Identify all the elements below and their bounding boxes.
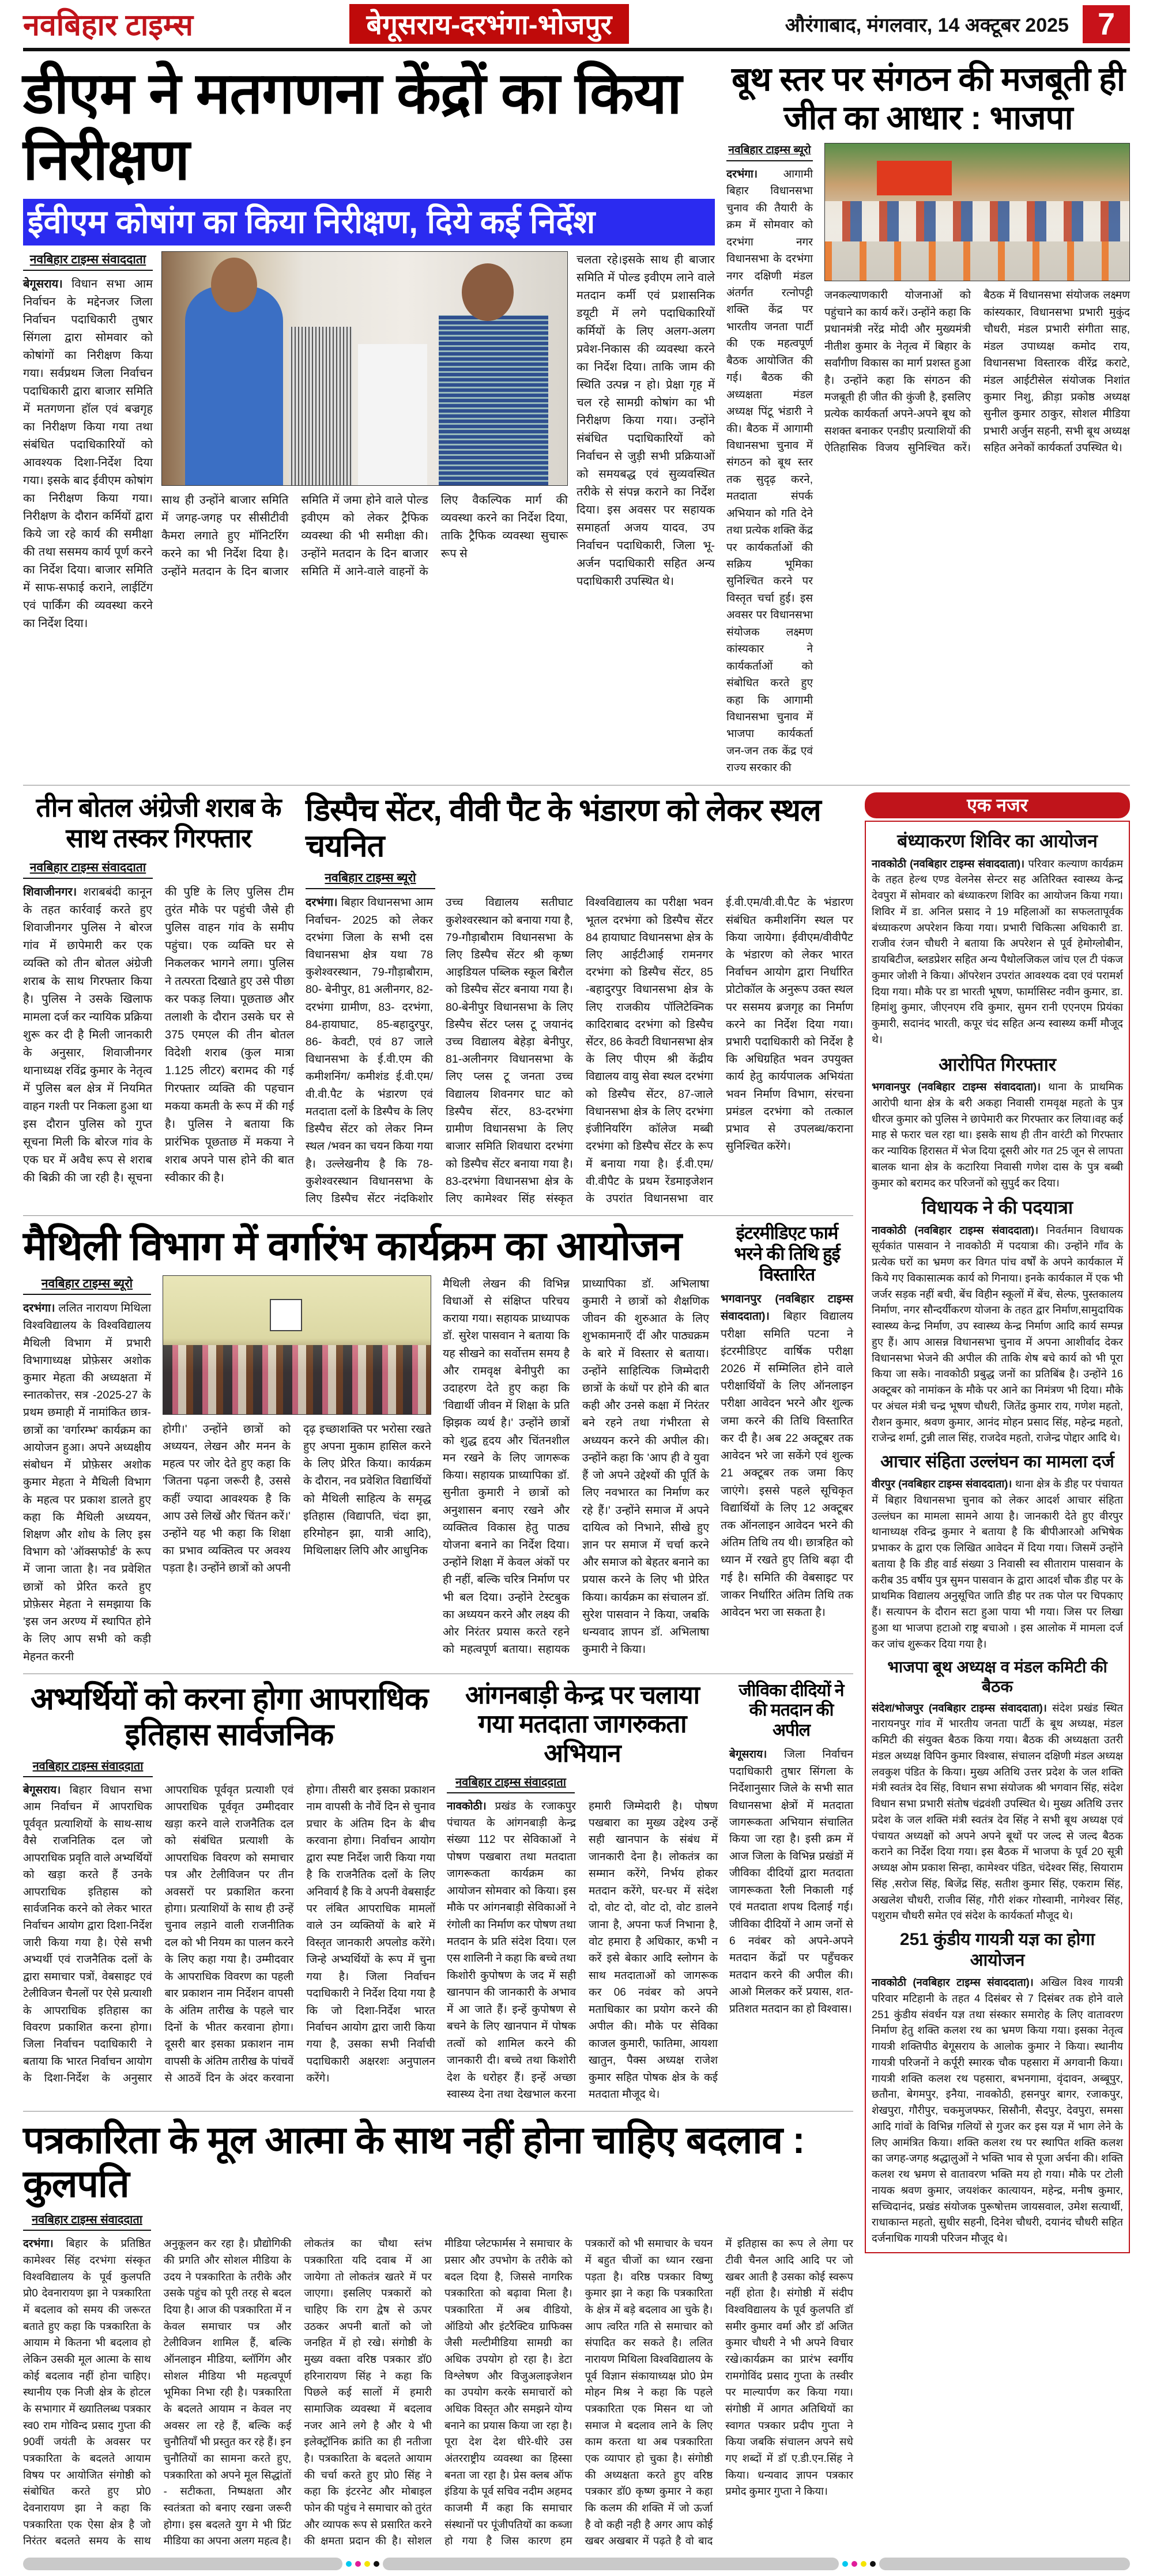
inter-dateline: भगवानपुर (नवबिहार टाइम्स संवाददाता)।: [721, 1293, 853, 1323]
bjp-body-1: [726, 166, 813, 777]
jeevika-body: [729, 1746, 853, 2018]
maithili-body-2: होगी।' उन्होंने छात्रों को अध्ययन, लेखन और मनन के महत्व पर जोर देते हुए कहा कि 'जितना पढ़ना जरूरी है, उससे कहीं ज्यादा आवश्यक है कि आप उसे लिखें और चिंतन करें।' उन्होंने यह भी कहा कि शिक्षा का प्रभाव व्यक्तित्व पर अवश्य पड़ता है। उन्होंने छात्रों को अपनी दृढ़ इच्छाशक्ति पर भरोसा रखते हुए अपना मुकाम हासिल करने के लिए प्रेरित किया। कार्यक्रम के दौरान, नव प्रवेशित विद्यार्थियों को मैथिली साहित्य के समृद्ध इतिहास (विद्यापति, चंदा झा, हरिमोहन झा, यात्री आदि), मिथिलाक्षर लिपि और आधुनिक: [163, 1422, 431, 1575]
criminal-byline: नवबिहार टाइम्स संवाददाता: [23, 1758, 153, 1777]
bjp-column-2: [824, 143, 1130, 456]
brief-headline: विधायक ने की पदयात्रा: [921, 1197, 1073, 1218]
bjp-column-1: [726, 143, 813, 776]
brief-dateline: भगवानपुर (नवबिहार टाइम्स संवाददाता)।: [872, 1081, 1041, 1093]
brief-body: [872, 1974, 1123, 2246]
lead-body-1-text: विधान सभा आम निर्वाचन के मद्देनजर जिला निर्वाचन पदाधिकारी तुषार सिंगला द्वारा सोमवार को कोषांगों का निरीक्षण किया गया। सर्वप्रथम जिला निर्वाचन पदाधिकारी द्वारा बाजार समिति में मतगणना हॉल एवं बज्रगृह का निरीक्षण किया गया तथा संबंधित पदाधिकारियों को आवश्यक दिशा-निर्देश दिया गया। इसके बाद ईवीएम कोषांग का निरीक्षण किया गया। निरीक्षण के दौरान कर्मियों द्वारा किये जा रहे कार्य की समीक्षा की तथा ससमय कार्य पूर्ण करने का निर्देश दिया। बाजार समिति में साफ-सफाई कराने, लाईटिंग एवं पार्किंग की व्यवस्था करने का निर्देश दिया।: [23, 278, 153, 630]
journalism-dateline: दरभंगा।: [23, 2237, 54, 2250]
newspaper-page: [23, 0, 1130, 2576]
brief-body: [872, 1222, 1123, 1446]
brief-headline: बंध्याकरण शिविर का आयोजन: [897, 830, 1098, 852]
lead-body-1: [23, 275, 153, 633]
anganwadi-body: [447, 1798, 718, 2103]
criminal-body-text: बिहार विधान सभा आम निर्वाचन में आपराधिक पूर्ववृत प्रत्याशियों के साथ-साथ वैसे राजनितिक दल जो आपराधिक प्रवृति वाले अभ्यर्थियों को खड़ा करते हैं उनके आपराधिक इतिहास को सार्वजनिक करने को लेकर भारत निर्वाचन आयोग द्वारा दिशा-निर्देश जारी किया गया है। ऐसे सभी अभ्यर्थी एवं राजनैतिक दलों के द्वारा समाचार पत्रों, वेबसाइट एवं टेलीविजन चैनलों पर ऐसे प्रत्याशी के आपराधिक इतिहास का विवरण प्रकाशित करना होगा। जिला निर्वाचन पदाधिकारी ने बताया कि भारत निर्वाचन आयोग के दिशा-निर्देश के अनुसार आपराधिक पूर्ववृत प्रत्याशी एवं आपराधिक पूर्ववृत उम्मीदवार खड़ा करने वाले राजनैतिक दल को संबंधित प्रत्याशी के आपराधिक विवरण को समाचार पत्र और टेलीविजन पर तीन अवसरों पर प्रकाशित करना होगा। प्रत्याशियों के साथ ही उन्हें चुनाव लड़ाने वाली राजनीतिक दल को भी नियम का पालन करने के लिए कहा गया है। उम्मीदवार के आपराधिक विवरण का पहली बार प्रकाशन नाम निर्देशन वापसी के अंतिम तारीख के पहले चार दिनों के भीतर करवाना होगा। दूसरी बार इसका प्रकाशन नाम वापसी के अंतिम तारीख के पांचवें से आठवें दिन के अंदर करवाना होगा। तीसरी बार इसका प्रकाशन नाम वापसी के नौवें दिन से चुनाव प्रचार के अंतिम दिन के बीच करवाना होगा। निर्वाचन आयोग द्वारा स्पष्ट निर्देश जारी किया गया है कि राजनैतिक दलों के लिए अनिवार्य है कि वे अपनी वेबसाईट पर लंबित आपराधिक मामलों वाले उन व्यक्तियों के बारे में विस्तृत जानकारी अपलोड करेंगे। जिन्हे अभ्यर्थियों के रूप में चुना गया है। जिला निर्वाचन पदाधिकारी ने निर्देश दिया गया है कि जो दिशा-निर्देश भारत निर्वाचन आयोग द्वारा जारी किया गया है, उसका सभी निर्वाची पदाधिकारी अक्षरशः अनुपालन करेंगे।: [23, 1784, 435, 2085]
brief-text: थाना के प्राथमिक आरोपी थाना क्षेत्र के बरी अकहा निवासी रामवृक्ष महतो के पुत्र धीरज कुमार को पुलिस ने छापेमारी कर गिरफ्तार कर लिया।वह कई माह से फरार चल रहा था। इसके साथ ही तीन वारंटी को गिरफ्तार कर न्यायिक हिरासत में भेज दिया दूसरी ओर गत 25 जून से लापता बालक थाना क्षेत्र के कटारिया निवासी गणेश दास के पुत्र बब्बी कुमार को बरामद कर परिजनों को सुपुर्द कर दिया।: [872, 1081, 1123, 1189]
criminal-headline: अभ्यर्थियों को करना होगा आपराधिक इतिहास सार्वजनिक: [30, 1681, 428, 1752]
lead-body-3: चलता रहे।इसके साथ ही बाजार समिति में पोल्ड इवीएम लाने वाले मतदान कर्मी एवं प्रशासनिक डयूटी में लगे पदाधिकारियों कर्मियों के लिए अलग-अलग प्रवेश-निकास की व्यवस्था करने का निर्देश दिया। ताकि जाम की स्थिति उत्पन्न न हो। प्रेक्षा गृह में चल रहे सामग्री कोषांग का भी निरीक्षण किया गया। उन्होंने संबंधित पदाधिकारियों को निर्वाचन से जुड़ी सभी प्रक्रियाओं को समयबद्ध एवं सुव्यवस्थित तरीके से संपन्न कराने का निर्देश दिया। इस अवसर पर सहायक समाहर्ता अजय यादव, उप निर्वाचन पदाधिकारी, जिला भू-अर्जन पदाधिकारी सहित अन्य पदाधिकारी उपस्थित थे।: [576, 253, 715, 588]
maithili-headline: मैथिली विभाग में वर्गारंभ कार्यक्रम का आयोजन: [23, 1223, 682, 1269]
bjp-article: [726, 143, 1130, 776]
dispatch-dateline: दरभंगा।: [306, 896, 338, 909]
newspaper-logo: नवबिहार टाइम्स: [23, 9, 193, 42]
dispatch-body: [306, 894, 853, 1207]
maithili-column-1: [23, 1275, 151, 1665]
inter-body-text: बिहार विद्यालय परीक्षा समिति पटना ने इंटरमीडिएट वार्षिक परीक्षा 2026 में सम्मिलित होने वाले परीक्षार्थियों के लिए ऑनलाइन परीक्षा आवेदन भरने और शुल्क जमा करने की तिथि विस्तारित कर दी है। अब 22 अक्टूबर तक आवेदन भरे जा सकेंगे एवं शुल्क 21 अक्टूबर तक जमा किए जाएंगे। इससे पहले सूचिकृत विद्यार्थियों के लिए 12 अक्टूबर तक ऑनलाइन आवेदन भरने की अंतिम तिथि तय थी। छात्रहित को ध्यान में रखते हुए तिथि बढ़ा दी गई है। समिति की वेबसाइट पर जाकर निर्धारित अंतिम तिथि तक आवेदन भरा जा सकता है।: [721, 1310, 853, 1619]
print-mark-magenta: [355, 2561, 361, 2567]
maithili-body-1-text: ललित नारायण मिथिला विश्वविद्यालय के विश्वविद्यालय मैथिली विभाग में प्रभारी विभागाध्यक्ष प्रोफ़ेसर अशोक कुमार मेहता की अध्यक्षता में स्नातकोत्तर, सत्र -2025-27 के प्रथम छमाही में नामांकित छात्र-छात्रों का 'वर्गारम्भ' कार्यक्रम का आयोजन हुआ। अपने अध्यक्षीय संबोधन में प्रोफ़ेसर अशोक कुमार मेहता ने मैथिली विभाग के महत्व पर प्रकाश डालते हुए कहा कि मैथिली अध्ययन, शिक्षण और शोध के लिए इस विभाग को 'ऑक्सफोर्ड' के रूप में जाना जाता है। नव प्रवेशित छात्रों को प्रेरित करते हुए प्रोफ़ेसर मेहता ने समझाया कि 'इस जन अरण्य में स्थापित होने के लिए आप सभी को कड़ी मेहनत करनी: [23, 1302, 152, 1663]
journalism-byline: नवबिहार टाइम्स संवाददाता: [23, 2212, 151, 2231]
lead-photo: [161, 251, 568, 486]
registration-bar: [23, 2558, 342, 2570]
maithili-column-center: [163, 1275, 431, 1577]
print-mark-black: [374, 2561, 379, 2567]
anganwadi-byline: नवबिहार टाइम्स संवाददाता: [447, 1774, 575, 1793]
anganwadi-dateline: नावकोठी।: [447, 1800, 487, 1812]
journalism-headline: पत्रकारिता के मूल आत्मा के साथ नहीं होना चाहिए बदलाव : कुलपति: [23, 2118, 805, 2205]
brief-item: [872, 1452, 1123, 1652]
brief-item: [872, 1657, 1123, 1924]
brief-item: [872, 1053, 1123, 1191]
brief-body: [872, 856, 1123, 1048]
sidebar-title: एक नजर: [865, 792, 1130, 819]
journalism-body: [23, 2235, 853, 2549]
lead-column-1: [23, 251, 153, 633]
print-mark-black: [870, 2561, 876, 2567]
liquor-body-text: शराबबंदी कानून के तहत कार्रवाई करते हुए शिवाजीनगर पुलिस ने बोरज गांव में छापेमारी कर एक व्यक्ति को तीन बोतल अंग्रेजी शराब के साथ गिरफ्तार किया है। पुलिस ने उसके खिलाफ मामला दर्ज कर न्यायिक प्रक्रिया शुरू कर दी है मिली जानकारी के अनुसार, शिवाजीनगर थानाध्यक्ष रविंद्र कुमार के नेतृत्व में पुलिस बल क्षेत्र में नियमित वाहन गश्ती पर निकला हुआ था इस दौरान पुलिस को गुप्त सूचना मिली कि बोरज गांव के एक घर में अवैध रूप से शराब की बिक्री की जा रही है। सूचना की पुष्टि के लिए पुलिस टीम तुरंत मौके पर पहुंची जैसे ही पुलिस वाहन गांव के समीप पहुंचा। एक व्यक्ति घर से निकलकर भागने लगा। पुलिस ने तत्परता दिखाते हुए उसे पीछा कर पकड़ लिया। पूछताछ और तलाशी के दौरान उसके घर से 375 एमएल की तीन बोतल विदेशी शराब (कुल मात्रा 1.125 लीटर) बरामद की गई गिरफ्तार व्यक्ति की पहचान मकया कमती के रूप में की गई है। पुलिस ने बताया कि प्रारंभिक पूछताछ में मकया ने शराब अपने पास होने की बात स्वीकार की है।: [23, 885, 294, 1184]
lead-strap-text: ईवीएम कोषांग का किया निरीक्षण, दिये कई निर्देश: [28, 203, 596, 240]
maithili-classroom-photo: [163, 1275, 431, 1415]
brief-text: निवर्तमान विधायक सूर्यकांत पासवान ने नावकोठी में पदयात्रा की। उन्होंने गाँव के प्रत्येक घरों का भ्रमण कर विगत पांच वर्षों के अपने कार्यकाल में किये गए विकासात्मक कार्य को गिनाया। इनके कार्यकाल में एक भी जर्जर सड़क नहीं बची, बेंच विहीन स्कूलों में बेंच, सेल्फ, पुस्तकालय निर्माण, नगर सौन्दर्यीकरण योजना के तहत द्वार निर्माण,सामुदायिक स्वास्थ्य केन्द्र निर्माण, उप स्वास्थ्य केन्द्र निर्माण आदि कार्य सम्पन्न हुए हैं। आप आसन्न विधानसभा चुनाव में अपना आशीर्वाद देकर विधानसभा भेजने की अपील की ताकि शेष बचे कार्य को भी पूरा किया जा सके। नावकोठी प्रबुद्ध जनों का प्रतिबिंब है। उन्होंने 16 अक्टूबर को नामांकन के मौके पर आने का निमंत्रण भी दिया। मौके पर अंचल मंत्री चन्द्र भूषण चौधरी, जितेंद्र कुमार राय, गणेश महतो, रौशन कुमार, श्रवण कुमार, आनंद मोहन प्रसाद सिंह, महेन्द्र महतो, राजेन्द्र शर्मा, टुन्नी लाल सिंह, राजदेव महतो, राजेन्द्र पोद्दार आदि थे।: [872, 1223, 1123, 1444]
criminal-body: [23, 1782, 435, 2087]
inter-body: [721, 1290, 853, 1621]
maithili-body-1: [23, 1300, 151, 1665]
print-mark-yellow: [364, 2561, 370, 2567]
liquor-byline: नवबिहार टाइम्स संवाददाता: [23, 859, 153, 879]
lead-body-2: साथ ही उन्होंने बाजार समिति में जगह-जगह पर सीसीटीवी कैमरा लगाते हुए मॉनिटरिंग करने का भी निर्देश दिया है। उन्होंने मतदान के दिन बाजार समिति में जमा होने वाले पोल्ड इवीएम को लेकर ट्रैफिक व्यवस्था की भी समीक्षा की। उन्होंने मतदान के दिन बाजार समिति में आने-वाले वाहनों के लिए वैकल्पिक मार्ग की व्यवस्था करने का निर्देश दिया, ताकि ट्रैफिक व्यवस्था सुचारू रूप से: [161, 493, 568, 578]
brief-dateline: नावकोठी (नवबिहार टाइम्स संवाददाता)।: [872, 1976, 1034, 1989]
masthead: [23, 0, 1130, 51]
brief-dateline: नावकोठी (नवबिहार टाइम्स संवाददाता)।: [872, 857, 1025, 870]
dispatch-story: [306, 792, 853, 1208]
anganwadi-headline: आंगनबाड़ी केन्द्र पर चलाया गया मतदाता जागरुकता अभियान: [465, 1680, 700, 1767]
jeevika-story: [729, 1681, 853, 2018]
brief-dateline: संदेश/भोजपुर (नवबिहार टाइम्स संवाददाता)।: [872, 1701, 1047, 1714]
brief-headline: आरोपित गिरफ्तार: [939, 1053, 1056, 1075]
criminal-story: [23, 1681, 435, 2087]
brief-headline: 251 कुंडीय गायत्री यज्ञ का होगा आयोजन: [899, 1930, 1095, 1970]
bjp-byline: नवबिहार टाइम्स ब्यूरो: [726, 143, 813, 161]
brief-dateline: नावकोठी (नवबिहार टाइम्स संवाददाता)।: [872, 1223, 1039, 1236]
print-mark-magenta: [851, 2561, 857, 2567]
lead-headline: डीएम ने मतगणना केंद्रों का किया निरीक्षण: [23, 61, 681, 192]
maithili-story: [23, 1223, 709, 1665]
lead-column-center: [161, 251, 568, 581]
print-mark-cyan: [842, 2561, 848, 2567]
section-divider: [23, 1215, 853, 1216]
lead-article: [23, 251, 715, 633]
brief-text: थाना क्षेत्र के डीह पर पंचायत में बिहार विधानसभा चुनाव को लेकर आदर्श आचार संहिता उल्लंघन का मामला सामने आया है। जानकारी देते हुए वीरपुर थानाध्यक्ष रविन्द्र कुमार ने बताया है कि बीपीआरओ अभिषेक प्रभाकर के द्वारा एक लिखित आवेदन में दिया गया। जिसमें उन्होंने बताया है कि डीह वार्ड संख्या 3 निवासी स्व सीताराम पासवान के करीब 35 वर्षीय पुत्र सुमन पासवान के द्वारा आदर्श चौक डीह पर के प्राथमिक विद्यालय अनुसूचित जाति डीह पर तक पोल पर चिपकाए हैं। सत्यापन के दौरान सटा हुआ पाया भी गया। जिस पर लिखा हुआ था भाजपा हटाओ राष्ट्र बचाओ । इस आलोक में मामला दर्ज कर जांच शुरूकर दिया गया है।: [872, 1478, 1123, 1650]
row-criminal-anganwadi: [23, 1681, 853, 2103]
jeevika-dateline: बेगूसराय।: [729, 1748, 767, 1761]
row-liquor-dispatch: [23, 792, 853, 1208]
bjp-body-2: जनकल्याणकारी योजनाओं को पहुंचाने का कार्य करें। उन्होंने कहा कि प्रधानमंत्री नरेंद्र मोदी और मुख्यमंत्री नीतीश कुमार के नेतृत्व में बिहार के सर्वांगीण विकास का मार्ग प्रशस्त हुआ है। उन्होंने कहा कि संगठन की मजबूती ही जीत की कुंजी है, इसलिए प्रत्येक कार्यकर्ता अपने-अपने बूथ को सशक्त बनाकर एनडीए प्रत्याशियों की ऐतिहासिक विजय सुनिश्चित करें। बैठक में विधानसभा संयोजक लक्ष्मण कांस्यकार, विधानसभा प्रभारी मुकुंद चौधरी, मंडल प्रभारी संगीता साह, मंडल उपाध्यक्ष कमोद राय, विधानसभा विस्तारक वीरेंद्र कराटे, मंडल आईटीसेल संयोजक निशांत कुमार निशु, क्रीड़ा प्रकोष्ठ अध्यक्ष सुनील कुमार ठाकुर, सोशल मीडिया प्रभारी अर्जुन सहनी, सभी बूथ अध्यक्ष सहित अनेकों कार्यकर्ता उपस्थित थे।: [824, 289, 1130, 455]
lower-area: [23, 792, 1130, 2549]
brief-text: अखिल विश्व गायत्री परिवार मटिहानी के तहत 4 दिसंबर से 7 दिसंबर तक होने वाले 251 कुंडीय संवर्धन यज्ञ तथा संस्कार समारोह के लिए वातावरण निर्माण हेतु शक्ति कलश रथ का भ्रमण किया गया। इसका नेतृत्व गायत्री शक्तिपीठ बेगूसराय के आलोक कुमार ने किया। स्थानीय गायत्री परिजनों ने कर्पूरी स्मारक चौक पहसारा में अगवानी किया। गायत्री शक्ति कलश रथ पहसारा, बभनगामा, वृंदावन, अब्बूपुर, छतौना, बेगमपुर, इनैया, नावकोठी, हसनपुर बागर, रजाकपुर, शेखपुरा, गौरीपुर, चकमुजफ्फर, सिसौनी, सैदपुर, देवपुरा, समसा आदि गांवों के विभिन्न गलियों से गुजर कर इस यज्ञ में भाग लेने के लिए आमंत्रित किया। शक्ति कलश रथ पर स्थापित शक्ति कलश का जगह-जगह श्रद्धालुओं ने भक्ति भाव से पूजा अर्चना की। शक्ति कलश रथ भ्रमण से वातावरण भक्ति मय हो गया। मौके पर टोली नायक श्रवण कुमार, जयशंकर कात्यायन, महेन्द्र, मनीष कुमार, सच्चिदानंद, प्रखंड संयोजक पुरूषोत्तम जायसवाल, उमेश सत्यार्थी, राधाकान्त महतो, सुधीर सहनी, दिनेश चौधरी, दयानंद चौधरी सहित दर्जनाधिक गायत्री परिजन मौजूद थे।: [872, 1976, 1123, 2245]
dispatch-headline: डिस्पैच सेंटर, वीवी पैट के भंडारण को लेकर स्थल चयनित: [306, 792, 821, 863]
issue-date: औरंगाबाद, मंगलवार, 14 अक्टूबर 2025: [785, 14, 1069, 36]
liquor-body: [23, 883, 294, 1187]
registration-bar: [383, 2558, 839, 2570]
journalism-story: [23, 2118, 853, 2549]
brief-headline: भाजपा बूथ अध्यक्ष व मंडल कमिटी की बैठक: [887, 1658, 1107, 1696]
jeevika-body-text: जिला निर्वाचन पदाधिकारी तुषार सिंगला के निर्देशानुसार जिले के सभी सात विधानसभा क्षेत्रों में मतदाता जागरूकता अभियान संचालित किया जा रहा है। इसी क्रम में आज जिला के विभिन्न प्रखंडों में जीविका दीदियों द्वारा मतदाता जागरूकता रैली निकाली गई एवं मतदाता शपथ दिलाई गई। जीविका दीदियों ने आम जनों से 6 नवंबर को अपने-अपने मतदान केंद्रों पर पहुँचकर मतदान करने की अपील की। आओ मिलकर करें प्रयास, शत-प्रतिशत मतदान का हो विश्वास।: [729, 1748, 853, 2015]
brief-text: संदेश प्रखंड स्थित नारायनपुर गांव में भारतीय जनता पार्टी के बूथ अध्यक्ष, मंडल कमिटी की संयुक्त बैठक किया गया। बैठक की अध्यक्षता उतरी मंडल अध्यक्ष विपिन कुमार विश्वास, संचालन दक्षिणी मंडल अध्यक्ष लवकुश पंडित के किया। मुख्य अतिथि उत्तर प्रदेश के जल शक्ति मंत्री स्वतंत्र देव सिंह, विधान सभा संयोजक श्री भगवान सिंह, संदेश विधान सभा प्रभारी संतोष चंद्रवंशी उपस्थित थे। मुख्य अतिथि उत्तर प्रदेश के जल शक्ति मंत्री स्वतंत्र देव सिंह ने सभी बूथ अध्यक्ष एवं पंचायत अध्यक्षों को अपने अपने बूथों पर जल्द से जल्द बैठक कराने का निर्देश दिया गया। इस बैठक में भाजपा के पूर्व 20 सूत्री अध्यक्ष ओम प्रकाश सिन्हा, कामेश्वर पंडित, चंदेश्वर सिंह, सियाराम सिंह ,सरोज सिंह, बिजेंद्र सिंह, सतीश कुमार सिंह, एकराम सिंह, अखलेश चौधरी, राजीव सिंह, गौरी शंकर गोस्वामी, नागेश्वर सिंह, पशुराम चौधरी समेत एवं संदेश के कार्यकर्ता मौजूद थे।: [872, 1701, 1123, 1922]
print-mark-yellow: [861, 2561, 866, 2567]
sidebar: [865, 792, 1130, 2253]
print-mark-cyan: [346, 2561, 352, 2567]
brief-body: [872, 1079, 1123, 1191]
inter-story: [721, 1223, 853, 1621]
journalism-body-text: बिहार के प्रतिष्ठित कामेश्वर सिंह दरभंगा संस्कृत विश्वविद्यालय के पूर्व कुलपति प्रो0 देवनारायण झा ने पत्रकारिता में बदलाव को समय की जरूरत बताते हुए कहा कि पत्रकारिता के आयाम मे कितना भी बदलाव हो लेकिन उसकी मूल आत्मा के साथ कोई बदलाव नहीं होना चाहिए। स्थानीय एक निजी क्षेत्र के होटल के सभागार में ख्यातिलब्ध पत्रकार स्व0 राम गोविन्द प्रसाद गुप्ता की 90वीं जयंती के अवसर पर पत्रकारिता के बदलते आयाम विषय पर आयोजित संगोष्ठी को संबोधित करते हुए प्रो0 देवनारायण झा ने कहा कि पत्रकारिता एक ऐसा क्षेत्र है जो निरंतर बदलते समय के साथ अनुकूलन कर रहा है। प्रौद्योगिकी की प्रगति और सोशल मीडिया के उदय ने पत्रकारिता के तरीके और उसके पहुंच को पूरी तरह से बदल दिया है। आज की पत्रकारिता में न केवल समाचार पत्र और टेलीविजन शामिल हैं, बल्कि ऑनलाइन मीडिया, ब्लॉगिंग और सोशल मीडिया भी महत्वपूर्ण भूमिका निभा रही है। पत्रकारिता के बदलते आयाम न केवल नए अवसर ला रहे हैं, बल्कि कई चुनौतियाँ भी प्रस्तुत कर रहे हैं। इन चुनौतियों का सामना करते हुए, पत्रकारिता को अपने मूल सिद्धांतों - सटीकता, निष्पक्षता और स्वतंत्रता को बनाए रखना जरूरी होगा। इस बदलते युग मे भी प्रिंट मीडिया का अपना अलग महत्व है। लोकतंत्र का चौथा स्तंभ पत्रकारिता यदि दवाब में आ जायेगा तो लोकतंत्र खतरे में पर जाएगा। इसलिए पत्रकारों को चाहिए कि राग द्वेष से ऊपर उठकर अपनी बातों को जो जनहित में हो रखे। संगोष्ठी के मुख्य वक्ता वरिष्ठ पत्रकार डॉ0 हरिनारायण सिंह ने कहा कि पिछले कई सालों में हमारी सामाजिक व्यवस्था में बदलाव नजर आने लगे है और ये भी इलेक्ट्रॉनिक क्रांति का ही नतीजा है। पत्रकारिता के बदलते आयाम की चर्चा करते हुए प्रो0 सिंह ने कहा कि इंटरनेट और मोबाइल फोन की पहुंच ने समाचार को तुरंत और व्यापक रूप से प्रसारित करने की क्षमता प्रदान की है। सोशल मीडिया प्लेटफार्मस ने समाचार के प्रसार और उपभोग के तरीके को बदल दिया है, जिससे नागरिक पत्रकारिता को बढ़ावा मिला है। पत्रकारिता में अब वीडियो, ऑडियो और इंटरैक्टिव ग्राफिक्स जैसी मल्टीमीडिया सामग्री का अधिक उपयोग हो रहा है। डेटा विश्लेषण और विजुअलाइजेशन का उपयोग करके समाचारों को अधिक विस्तृत और समझने योग्य बनाने का प्रयास किया जा रहा है। पूरा देश देश धीरे-धीरे उस अंतरराष्ट्रीय व्यवस्था का हिस्सा बनता जा रहा है। प्रेस क्लब ऑफ इंडिया के पूर्व सचिव नदीम अहमद काजमी मैं कहा कि समाचार संस्थानों पर पूंजीपतियों का कब्जा हो गया है जिस कारण हम पत्रकारों को भी समाचार के चयन में बहुत चीजों का ध्यान रखना पड़ता है। वरिष्ठ पत्रकार विष्णु कुमार झा ने कहा कि पत्रकारिता के क्षेत्र में बड़े बदलाव आ चुके है। आप त्वरित गति से समाचार को संपादित कर सकते है। ललित नारायण मिथिला विश्वविद्यालय के पूर्व विज्ञान संकायाध्यक्ष प्रो0 प्रेम मोहन मिश्र ने कहा कि पहले पत्रकारिता एक मिसन था जो समाज मे बदलाव लाने के लिए काम करता था अब पत्रकारिता एक व्यापार हो चुका है। संगोष्ठी की अध्यक्षता करते हुए वरिष्ठ पत्रकार डॉ0 कृष्ण कुमार ने कहा कि कलम की शक्ति में जो ऊर्जा है वो कही नही है अगर आप कोई खबर अखबार में पढ़ते है वो बाद में इतिहास का रूप ले लेगा पर टीवी चैनल आदि आदि पर जो खबर आती है उसका कोई स्वरूप नहीं होता है। संगोष्ठी में संदीप विश्वविद्यालय के पूर्व कुलपति डॉ समीर कुमार वर्मा और डॉ अजित कुमार चौधरी ने भी अपने विचार रखे।कार्यक्रम का प्रारंभ स्वर्गीय रामगोविंद प्रसाद गुप्ता के तस्वीर पर माल्यार्पण कर किया गया। संगोष्ठी में आगत अतिथियों का स्वागत पत्रकार प्रदीप गुप्ता ने किया जबकि संचालन अपने सधे गए शब्दों में डॉ ए.डी.एन.सिंह ने किया। धन्यवाद ज्ञापन पत्रकार प्रमोद कुमार गुप्ता ने किया।: [23, 2237, 853, 2547]
anganwadi-body-text: प्रखंड के रजाकपुर पंचायत के आंगनबाड़ी केन्द्र संख्या 112 पर सेविकाओं ने पोषण पखबारा तथा मतदाता जागरूकता कार्यक्रम का आयोजन सोमवार को किया। इस मौके पर आंगनबाड़ी सेविकाओं ने रंगोली का निर्माण कर पोषण तथा मतदान के प्रति संदेश दिया। एल एस शालिनी ने कहा कि बच्चे तथा किशोरी कुपोषण के जद में सही खानपान की जानकारी के अभाव में आ जाते हैं। इन्हें कुपोषण से बचने के लिए खानपान में पोषक तत्वों को शामिल करने की जानकारी दी। बच्चे तथा किशोरी देश के धरोहर हैं। इन्हें अच्छा स्वास्थ्य देना तथा देखभाल करना हमारी जिम्मेदारी है। पोषण पखबारा का मुख्य उद्देश्य उन्हें सही खानपान के संबंध में जानकारी देना है। लोकतंत्र का सम्मान करेंगे, निर्भय होकर मतदान करेंगे, घर-घर में संदेश दो, वोट दो, वोट दो, वोट डालने जाना है, अपना फर्ज निभाना है, वोट हमारा है अधिकार, कभी न करें इसे बेकार आदि स्लोगन के साथ मतदाताओं को जागरूक कर 06 नवंबर को अपने मताधिकार का प्रयोग करने की अपील की। मौके पर सेविका काजल कुमारी, फातिमा, आयशा खातुन, पैक्स अध्यक्ष राजेश कुमार सहित पोषक क्षेत्र के कई मतदाता मौजूद थे।: [447, 1800, 718, 2101]
liquor-headline: तीन बोतल अंग्रेजी शराब के साथ तस्कर गिरफ्तार: [36, 792, 281, 853]
bjp-headline: बूथ स्तर पर संगठन की मजबूती ही जीत का आधार : भाजपा: [732, 61, 1125, 137]
bjp-body-1-text: आगामी बिहार विधानसभा चुनाव की तैयारी के क्रम में सोमवार को दरभंगा नगर विधानसभा के दरभंगा नगर दक्षिणी मंडल अंतर्गत रत्नोपट्टी शक्ति केंद्र पर भारतीय जनता पार्टी की एक महत्वपूर्ण बैठक आयोजित की गई। बैठक की अध्यक्षता मंडल अध्यक्ष पिंटू भंडारी ने की। बैठक में आगामी विधानसभा चुनाव में संगठन को बूथ स्तर तक सुदृढ़ करने, मतदाता संपर्क अभियान को गति देने तथा प्रत्येक शक्ति केंद्र पर कार्यकर्ताओं की सक्रिय भूमिका सुनिश्चित करने पर विस्तृत चर्चा हुई। इस अवसर पर विधानसभा संयोजक लक्ष्मण कांस्यकार ने कार्यकर्ताओं को संबोधित करते हुए कहा कि आगामी विधानसभा चुनाव में भाजपा कार्यकर्ता जन-जन तक केंद्र एवं राज्य सरकार की: [726, 168, 813, 775]
brief-item: [872, 830, 1123, 1047]
liquor-dateline: शिवाजीनगर।: [23, 885, 77, 898]
print-registration-marks: [23, 2558, 1130, 2570]
criminal-dateline: बेगूसराय।: [23, 1784, 61, 1796]
lead-byline: नवबिहार टाइम्स संवाददाता: [23, 251, 153, 271]
registration-bar: [879, 2558, 1130, 2570]
brief-dateline: वीरपुर (नवबिहार टाइम्स संवाददाता)।: [872, 1478, 1012, 1490]
dispatch-body-text: बिहार विधानसभा आम निर्वाचन- 2025 को लेकर दरभंगा जिला के सभी दस विधानसभा क्षेत्र यथा 78 कुशेश्वरस्थान, 79-गौड़ाबौराम, 80- बेनीपुर, 81 अलीनगर, 82- दरभंगा ग्रामीण, 83- दरभंगा, 84-हायाघाट, 85-बहादुरपुर, 86- केवटी, एवं 87 जाले विधानसभा के ई.वी.एम की कमीशनिंग/ कमीशंड ई.वी.एम/वी.वी.पैट के भंडारण एवं मतदाता दलों के डिस्पैच के लिए डिस्पैच सेंटर को लेकर निम्न स्थल /भवन का चयन किया गया है। उल्लेखनीय है कि 78-कुशेश्वरस्थान विधानसभा के लिए डिस्पैच सेंटर नंदकिशोर उच्च विद्यालय सतीघाट कुशेश्वरस्थान को बनाया गया है, 79-गौड़ाबौराम विधानसभा के लिए डिस्पैच सेंटर श्री कृष्ण आइडियल पब्लिक स्कूल बिरौल को डिस्पैच सेंटर बनाया गया है। 80-बेनीपुर विधानसभा के लिए डिस्पैच सेंटर प्लस टू जयानंद उच्च विद्यालय बेहेड़ा बेनीपुर, 81-अलीनगर विधानसभा के लिए प्लस टू जनता उच्च विद्यालय शिवनगर घाट को डिस्पैच सेंटर, 83-दरभंगा ग्रामीण विधानसभा के लिए बाजार समिति शिवधारा दरभंगा को डिस्पैच सेंटर बनाया गया है। 83-दरभंगा विधानसभा क्षेत्र के लिए कामेश्वर सिंह संस्कृत विश्वविद्यालय का परीक्षा भवन भूतल दरभंगा को डिस्पैच सेंटर 84 हायाघाट विधानसभा क्षेत्र के लिए आईटीआई रामनगर दरभंगा को डिस्पैच सेंटर, 85 -बहादुरपुर विधानसभा क्षेत्र के लिए राजकीय पॉलिटेक्निक कादिराबाद दरभंगा को डिस्पैच सेंटर, 86 केवटी विधानसभा क्षेत्र के लिए पीएम श्री केंद्रीय विद्यालय वायु सेवा स्थल दरभंगा को डिस्पैच सेंटर, 87-जाले विधानसभा क्षेत्र के लिए दरभंगा इंजीनियरिंग कॉलेज मब्बी दरभंगा को डिस्पैच सेंटर के रूप में बनाया गया है। ई.वी.एम/वी.वीपैट के प्रथम रेंडमाइजेशन के उपरांत विधानसभा वार ई.वी.एम/वी.वी.पैट के भंडारण संबंधित कमीशनिंग स्थल पर किया जायेगा। ईवीएम/वीवीपैट के भंडारण को लेकर भारत निर्वाचन आयोग द्वारा निर्धारित प्रोटोकॉल के अनुरूप उक्त स्थल पर ससमय ब्रजगृह का निर्माण करने का निर्देश दिया गया। प्रभारी पदाधिकारी को निर्देश है कि अधिग्रहित भवन उपयुक्त कार्य हेतु कार्यपालक अभियंता भवन निर्माण विभाग, संरचना प्रमंडल दरभंगा को तत्काल प्रभाव से उपलब्ध/कराना सुनिश्चित करेंगे।: [306, 896, 853, 1206]
inter-headline: इंटरमीडिएट फार्म भरने की तिथि हुई विस्तारित: [734, 1223, 840, 1285]
lead-strap: [23, 199, 715, 245]
maithili-body-3: मैथिली लेखन की विभिन्न विधाओं से संक्षिप्त परिचय कराया गया। सहायक प्राध्यापक डॉ. सुरेश पासवान ने बताया कि यह सीखने का सर्वोत्तम समय है और रामवृक्ष बेनीपुरी का उदाहरण देते हुए कहा कि 'विद्यार्थी जीवन में शिक्षा के प्रति झिझक व्यर्थ है।' उन्होंने छात्रों को शुद्ध हृदय और चिंतनशील मन रखने के लिए जागरूक किया। सहायक प्राध्यापिका डॉ. सुनीता कुमारी ने छात्रों को अनुशासन बनाए रखने और व्यक्तित्व विकास हेतु पाठ्य योजना बनाने का निर्देश दिया। उन्होंने शिक्षा में केवल अंकों पर ही नहीं, बल्कि चरित्र निर्माण पर भी बल दिया। उन्होंने टेस्टबुक का अध्ययन करने और लक्ष्य की ओर निरंतर प्रयास करते रहने को महत्वपूर्ण बताया। सहायक प्राध्यापिका डॉ. अभिलाषा कुमारी ने छात्रों को शैक्षणिक जीवन की शुरुआत के लिए शुभकामनाएँ दीं और पाठ्यक्रम के बारे में विस्तार से बताया। उन्होंने साहित्यिक जिम्मेदारी छात्रों के कंधों पर होने की बात कही और उनसे कक्षा में निरंतर बने रहने तथा गंभीरता से अध्ययन करने की अपील की। उन्होंने कहा कि 'आप ही वे युवा हैं जो अपने उद्देश्यों की पूर्ति के लिए नवभारत का निर्माण कर रहे हैं।' उन्होंने समाज में अपने दायित्व को निभाने, सीखे हुए ज्ञान पर समाज में चर्चा करने और समाज को बेहतर बनाने का प्रयास करने के लिए भी प्रेरित किया। कार्यक्रम का संचालन डॉ. सुरेश पासवान ने किया, जबकि धन्यवाद ज्ञापन डॉ. अभिलाषा कुमारी ने किया।: [443, 1277, 709, 1656]
top-row: [23, 61, 1130, 777]
lower-main: [23, 792, 853, 2549]
brief-headline: आचार संहिता उल्लंघन का मामला दर्ज: [880, 1452, 1114, 1472]
maithili-dateline: दरभंगा।: [23, 1302, 55, 1315]
lead-story: [23, 61, 715, 633]
brief-body: [872, 1476, 1123, 1652]
maithili-article: [23, 1275, 709, 1665]
bjp-story: [726, 61, 1130, 777]
dispatch-byline: नवबिहार टाइम्स ब्यूरो: [306, 870, 435, 889]
bjp-dateline: दरभंगा।: [726, 168, 758, 180]
brief-body: [872, 1700, 1123, 1924]
row-maithili-inter: [23, 1223, 853, 1665]
jeevika-headline: जीविका दीदियों ने की मतदान की अपील: [738, 1680, 844, 1740]
anganwadi-story: [447, 1681, 718, 2103]
edition-banner: बेगूसराय-दरभंगा-भोजपुर: [349, 4, 630, 44]
liquor-story: [23, 792, 294, 1187]
brief-item: [872, 1196, 1123, 1446]
lead-dateline: बेगूसराय।: [23, 278, 63, 291]
bjp-meeting-photo: [824, 143, 1130, 281]
sidebar-briefs: [865, 821, 1130, 2253]
maithili-byline: नवबिहार टाइम्स ब्यूरो: [23, 1275, 151, 1295]
brief-text: परिवार कल्याण कार्यक्रम के तहत हेल्थ एण्ड वेलनेस सेन्टर सह अतिरिक्त स्वास्थ्य केन्द्र देवपुरा में सोमवार को बंध्याकरण शिविर का आयोजन किया गया। शिविर में डा. अनिल प्रसाद ने 19 महिलाओं का सफलतापूर्वक बंध्याकरण अपरेशन किया गया। प्रभारी चिकित्सा अधिकारी डा. राजीव रंजन चौधरी ने बताया कि अपरेशन से पूर्व हेमोग्लोबीन, डायबिटीज, ब्लडप्रेशर सहित अन्य पैथोलजिकल जांच एल टी पंकज कुमार जोशी ने किया। ऑपरेशन उपरांत आवश्यक दवा एवं परामर्श दिया गया। मौके पर डा भारती भूषण, फार्मासिस्ट नवीन कुमार, डा. हिमांशु कुमार, जीएनएम रवि कुमार, सुमन रानी एएनएम प्रियंका कुमारी, सदानंद भारती, कपूर चंद सहित अन्य स्वास्थ्य कर्मी मौजूद थे।: [872, 857, 1124, 1045]
section-divider: [23, 2111, 853, 2112]
page-number: 7: [1083, 5, 1130, 43]
brief-item: [872, 1929, 1123, 2246]
